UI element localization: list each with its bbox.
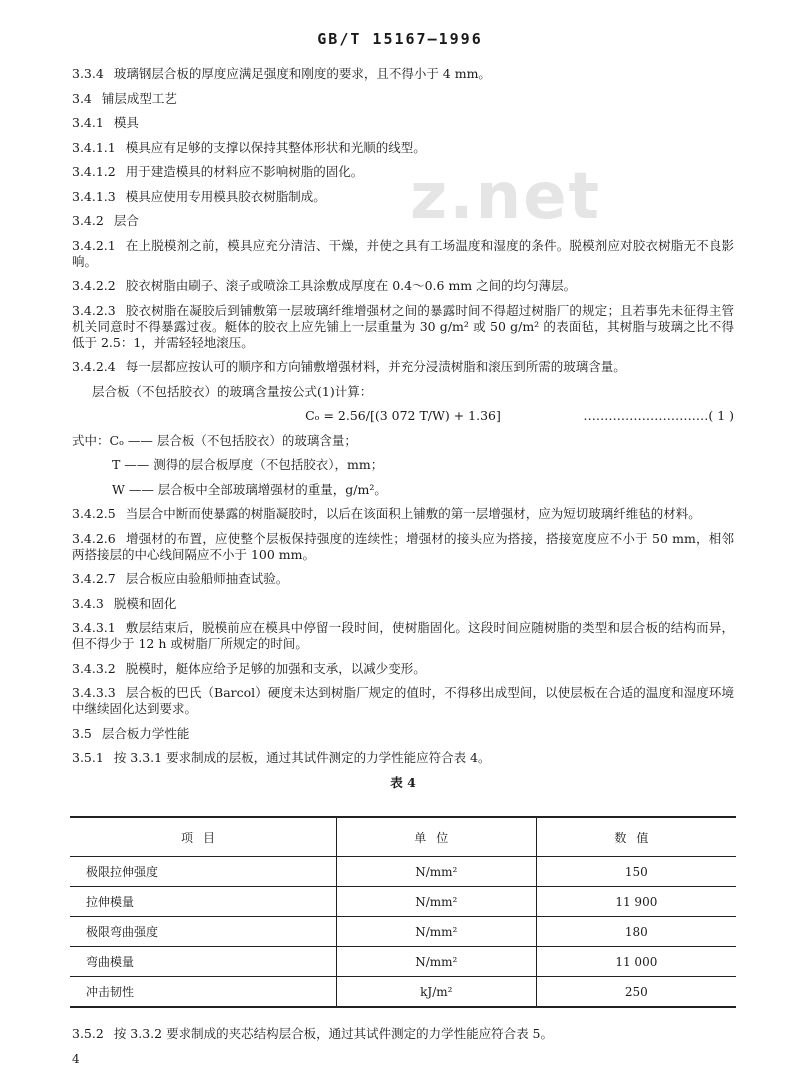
page-header: GB/T 15167—1996	[317, 30, 483, 48]
clause-text: 用于建造模具的材料应不影响树脂的固化。	[125, 164, 364, 179]
cell-item: 极限拉伸强度	[70, 857, 336, 887]
table-header-row	[70, 817, 736, 857]
clause-text: 按 3.3.2 要求制成的夹芯结构层合板，通过其试件测定的力学性能应符合表 5。	[113, 1026, 553, 1041]
clause-number: 3.4.3.2	[72, 660, 116, 676]
formula-intro: 层合板（不包括胶衣）的玻璃含量按公式(1)计算：	[92, 383, 373, 399]
clause-number: 3.4.2	[72, 213, 104, 228]
clause-text: 层合板的巴氏（Barcol）硬度未达到树脂厂规定的值时，不得移出成型间，以使层板在合适的温度和湿度环境中继续固化达到要求。	[72, 685, 734, 716]
clause-list-2	[72, 506, 734, 766]
clause-3-5-2	[72, 1024, 734, 1042]
clause-number: 3.4.2.2	[72, 278, 116, 293]
clause	[72, 506, 734, 522]
clause	[72, 164, 734, 180]
document-body	[72, 66, 734, 797]
clause	[72, 66, 734, 82]
clause-text: 增强材的布置，应使整个层板保持强度的连续性；增强材的接头应为搭接，搭接宽度应不小于 50 mm，相邻两搭接层的中心线间隔应不小于 100 mm。	[72, 530, 734, 562]
clause	[72, 238, 734, 270]
clause	[72, 685, 734, 717]
table-row	[70, 857, 736, 887]
cell-value: 11 900	[536, 887, 736, 917]
formula-number: …………………………( 1 )	[583, 408, 734, 423]
definition-w: W —— 层合板中全部玻璃增强材的重量，g/m²。	[112, 481, 387, 497]
clause	[72, 140, 734, 156]
clause-text: 胶衣树脂由刷子、滚子或喷涂工具涂敷成厚度在 0.4～0.6 mm 之间的均匀薄层。	[125, 278, 577, 293]
clause	[72, 596, 734, 612]
clause-number: 3.4.1.2	[72, 164, 116, 179]
clause-number: 3.4.2.1	[72, 237, 116, 253]
clause	[72, 571, 734, 587]
definition-c: 式中：Cₒ —— 层合板（不包括胶衣）的玻璃含量；	[72, 432, 357, 448]
clause-number: 3.4	[72, 90, 92, 106]
cell-value: 250	[536, 977, 736, 1008]
clause-text: 在上脱模剂之前，模具应充分清洁、干燥，并使之具有工场温度和湿度的条件。脱模剂应对胶衣树脂无不良影响。	[72, 237, 734, 269]
clause	[72, 531, 734, 563]
clause-text: 模具应使用专用模具胶衣树脂制成。	[125, 188, 326, 204]
page-number: 4	[72, 1052, 80, 1066]
table-row	[70, 887, 736, 917]
clause-number: 3.4.2.3	[72, 302, 116, 318]
clause-text: 敷层结束后，脱模前应在模具中停留一段时间，使树脂固化。这段时间应随树脂的类型和层合板的结构而异，但不得少于 12 h 或树脂厂所规定的时间。	[72, 620, 734, 651]
clause-text: 模具应有足够的支撑以保持其整体形状和光顺的线型。	[125, 139, 426, 155]
clause	[72, 359, 734, 375]
clause	[72, 278, 734, 294]
clause	[72, 213, 734, 229]
cell-value: 180	[536, 917, 736, 947]
clause-number: 3.3.4	[72, 66, 104, 81]
cell-item: 弯曲模量	[70, 947, 336, 977]
clause	[72, 661, 734, 677]
clause-text: 当层合中断而使暴露的树脂凝胶时，以后在该面积上铺敷的第一层增强材，应为短切玻璃纤维毡的材料。	[125, 506, 701, 521]
cell-unit: N/mm²	[336, 947, 536, 977]
clause	[72, 115, 734, 131]
clause-number: 3.4.3	[72, 595, 104, 611]
clause-number: 3.4.2.7	[72, 571, 116, 586]
clause-number: 3.4.3.1	[72, 620, 116, 635]
definition-t: T —— 测得的层合板厚度（不包括胶衣），mm；	[112, 457, 384, 472]
clause-text: 按 3.3.1 要求制成的层板，通过其试件测定的力学性能应符合表 4。	[113, 750, 491, 765]
clause-text: 脱模时，艇体应给予足够的加强和支承，以减少变形。	[125, 660, 426, 676]
cell-unit: N/mm²	[336, 857, 536, 887]
clause-text: 铺层成型工艺	[101, 90, 177, 106]
clause-list-1	[72, 66, 734, 375]
cell-value: 11 000	[536, 947, 736, 977]
table-row	[70, 947, 736, 977]
formula	[72, 408, 734, 424]
clause-text: 层合板力学性能	[101, 725, 190, 741]
clause-number: 3.4.2.4	[72, 359, 116, 374]
cell-unit: N/mm²	[336, 887, 536, 917]
cell-item: 冲击韧性	[70, 977, 336, 1008]
watermark: z.net	[410, 160, 602, 234]
clause-text: 层合板应由验船师抽查试验。	[125, 571, 289, 586]
properties-table	[70, 816, 736, 1008]
cell-unit: kJ/m²	[336, 977, 536, 1008]
table-title: 表 4	[390, 774, 416, 790]
clause-text: 每一层都应按认可的顺序和方向铺敷增强材料，并充分浸渍树脂和滚压到所需的玻璃含量。	[125, 359, 626, 374]
clause	[72, 303, 734, 351]
header-value: 数值	[536, 817, 736, 857]
cell-item: 极限弯曲强度	[70, 917, 336, 947]
clause-number: 3.4.1	[72, 115, 104, 130]
clause-text: 层合	[113, 213, 139, 228]
cell-value: 150	[536, 857, 736, 887]
clause-number: 3.4.2.6	[72, 530, 116, 546]
clause-number: 3.4.1.1	[72, 139, 116, 155]
table-row	[70, 917, 736, 947]
clause	[72, 620, 734, 652]
clause-text: 模具	[113, 115, 139, 130]
clause	[72, 91, 734, 107]
formula-expression: Cₒ = 2.56/[(3 072 T/W) + 1.36]	[305, 408, 501, 423]
clause-number: 3.4.2.5	[72, 506, 116, 521]
cell-unit: N/mm²	[336, 917, 536, 947]
header-unit: 单位	[336, 817, 536, 857]
cell-item: 拉伸模量	[70, 887, 336, 917]
clause-number: 3.4.3.3	[72, 685, 116, 700]
table-row	[70, 977, 736, 1008]
clause-number: 3.5.2	[72, 1026, 104, 1041]
clause-text: 胶衣树脂在凝胶后到铺敷第一层玻璃纤维增强材之间的暴露时间不得超过树脂厂的规定；且若事先未征得主管机关同意时不得暴露过夜。艇体的胶衣上应先铺上一层重量为 30 g/m² 或 50 g/m² 的表面毡，其树脂与玻璃之比不得低于 2.5：1，并需轻轻地滚压。	[72, 302, 734, 350]
clause-number: 3.5.1	[72, 750, 104, 765]
clause	[72, 750, 734, 766]
clause	[72, 726, 734, 742]
clause-text: 脱模和固化	[113, 595, 177, 611]
clause-text: 玻璃钢层合板的厚度应满足强度和刚度的要求，且不得小于 4 mm。	[113, 66, 491, 81]
clause-number: 3.5	[72, 725, 92, 741]
clause	[72, 189, 734, 205]
formula-definitions	[72, 433, 734, 498]
clause-number: 3.4.1.3	[72, 188, 116, 204]
header-item: 项目	[70, 817, 336, 857]
